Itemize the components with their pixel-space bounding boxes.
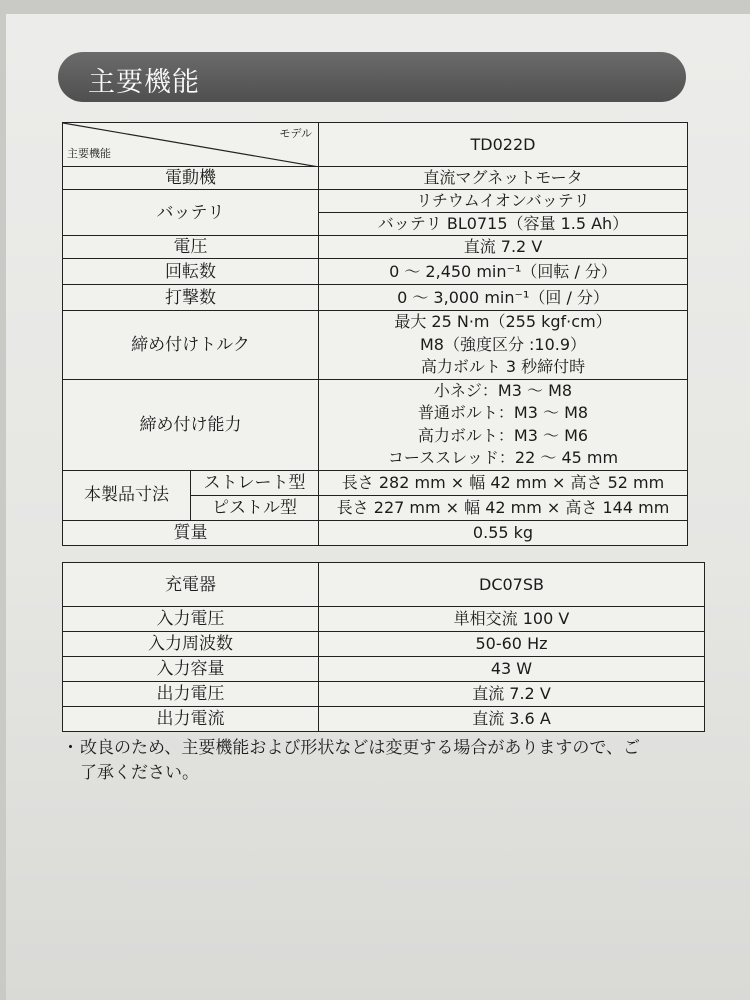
dimensions-label: 本製品寸法 xyxy=(63,470,191,520)
charger-header-row xyxy=(63,563,705,607)
battery-type-value: リチウムイオンバッテリ xyxy=(319,190,688,213)
spec-row-impacts xyxy=(63,285,688,311)
input-frequency-label: 入力周波数 xyxy=(63,632,319,657)
straight-type-label: ストレート型 xyxy=(191,470,319,495)
voltage-value: 直流 7.2 V xyxy=(319,236,688,259)
charger-label: 充電器 xyxy=(63,563,319,607)
rotation-value: 0 ～ 2,450 min⁻¹（回転 / 分） xyxy=(319,259,688,285)
spec-row-torque xyxy=(63,311,688,380)
battery-model-value: バッテリ BL0715（容量 1.5 Ah） xyxy=(319,213,688,236)
mass-label: 質量 xyxy=(63,520,319,545)
torque-value-condition: 高力ボルト 3 秒締付時 xyxy=(420,357,586,376)
capacity-label: 締め付け能力 xyxy=(63,379,319,470)
impacts-label: 打撃数 xyxy=(63,285,319,311)
diagonal-header-cell xyxy=(63,123,319,167)
torque-value-bolt: M8（強度区分 :10.9） xyxy=(419,334,587,354)
footnote-bullet: ・ xyxy=(62,738,79,758)
rotation-label: 回転数 xyxy=(63,259,319,285)
charger-row xyxy=(63,632,705,657)
motor-value: 直流マグネットモータ xyxy=(319,167,688,190)
model-value: TD022D xyxy=(319,123,688,167)
output-current-value: 直流 3.6 A xyxy=(319,707,705,732)
capacity-values xyxy=(319,379,688,470)
voltage-label: 電圧 xyxy=(63,236,319,259)
spec-row-dimensions-straight xyxy=(63,470,688,495)
charger-model-value: DC07SB xyxy=(319,563,705,607)
input-capacity-label: 入力容量 xyxy=(63,657,319,682)
charger-row xyxy=(63,707,705,732)
pistol-type-label: ピストル型 xyxy=(191,495,319,520)
input-voltage-label: 入力電圧 xyxy=(63,607,319,632)
input-capacity-value: 43 W xyxy=(319,657,705,682)
straight-type-value: 長さ 282 mm × 幅 42 mm × 高さ 52 mm xyxy=(319,470,688,495)
output-voltage-value: 直流 7.2 V xyxy=(319,682,705,707)
charger-table xyxy=(62,562,705,732)
capacity-value-coarse-thread: コーススレッド：22 ～ 45 mm xyxy=(387,448,619,467)
pistol-type-value: 長さ 227 mm × 幅 42 mm × 高さ 144 mm xyxy=(319,495,688,520)
torque-values xyxy=(319,311,688,380)
capacity-value-standard-bolt: 普通ボルト：M3 ～ M8 xyxy=(417,403,589,422)
capacity-value-small-screw: 小ネジ：M3 ～ M8 xyxy=(433,380,573,400)
battery-label: バッテリ xyxy=(63,190,319,236)
spec-row-motor xyxy=(63,167,688,190)
impacts-value: 0 ～ 3,000 min⁻¹（回 / 分） xyxy=(319,285,688,311)
torque-label: 締め付けトルク xyxy=(63,311,319,380)
input-voltage-value: 単相交流 100 V xyxy=(319,607,705,632)
spec-row-mass xyxy=(63,520,688,545)
output-current-label: 出力電流 xyxy=(63,707,319,732)
charger-row xyxy=(63,657,705,682)
spec-table xyxy=(62,122,688,546)
charger-row xyxy=(63,682,705,707)
footnote xyxy=(62,736,722,786)
function-row-label: 主要機能 xyxy=(67,147,111,160)
spec-row-capacity xyxy=(63,379,688,470)
footnote-line-2: 了承ください。 xyxy=(80,763,199,783)
section-header xyxy=(58,52,686,102)
torque-value-max: 最大 25 N·m（255 kgf·cm） xyxy=(394,312,612,331)
charger-row xyxy=(63,607,705,632)
input-frequency-value: 50-60 Hz xyxy=(319,632,705,657)
spec-header-row xyxy=(63,123,688,167)
footnote-line-1: 改良のため、主要機能および形状などは変更する場合がありますので、ご xyxy=(80,738,640,758)
section-title: 主要機能 xyxy=(88,67,200,98)
mass-value: 0.55 kg xyxy=(319,520,688,545)
capacity-value-high-tension-bolt: 高力ボルト：M3 ～ M6 xyxy=(417,425,589,445)
spec-row-rotation xyxy=(63,259,688,285)
output-voltage-label: 出力電圧 xyxy=(63,682,319,707)
motor-label: 電動機 xyxy=(63,167,319,190)
spec-row-battery xyxy=(63,190,688,213)
spec-row-voltage xyxy=(63,236,688,259)
model-column-label: モデル xyxy=(279,127,312,140)
